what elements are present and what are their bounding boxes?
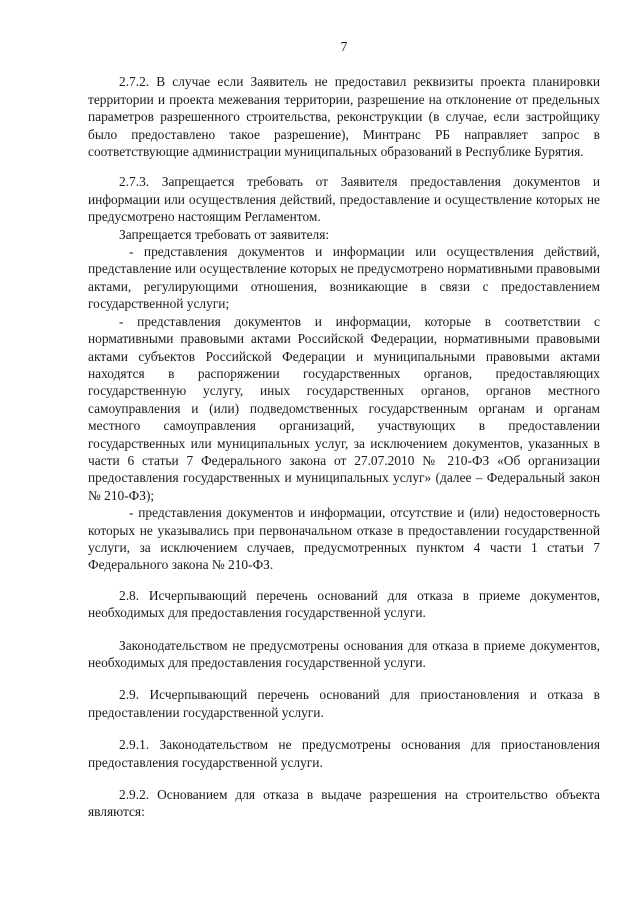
paragraph-no-grounds-refusal: Законодательством не предусмотрены основания для отказа в приеме документов, необходимых для предоставления государственной услуги. (88, 637, 600, 670)
list-item-documents-not-indicated: - представления документов и информации, отсутствие и (или) недостоверность которых не указывались при первоначальном отказе в предоставлении государственной услуги, за исключением случаев, предусмотренных пунктом 4 части 1 статьи 7 Федерального закона № 210-ФЗ. (88, 505, 600, 573)
list-item-documents-not-required: - представления документов и информации или осуществления действий, представление или осуществление которых не предусмотрено нормативными правовыми актами, регулирующими отношения, возникающие в связи с предоставлением государственной услуги; (88, 244, 600, 312)
paragraph-2-7-2: 2.7.2. В случае если Заявитель не предоставил реквизиты проекта планировки территории и проекта межевания территории, разрешение на отклонение от предельных параметров разрешенного строительства, реконструкции (в случае, если застройщику было предоставлено такое разрешение), Минтранс РБ направляет запрос в соответствующие администрации муниципальных образований в Республике Бурятия. (88, 74, 600, 160)
paragraph-prohibition-intro: Запрещается требовать от заявителя: (119, 226, 330, 242)
page-number: 7 (340, 39, 348, 54)
paragraph-2-8: 2.8. Исчерпывающий перечень оснований для отказа в приеме документов, необходимых для предоставления государственной услуги. (88, 587, 600, 621)
paragraph-2-9-1: 2.9.1. Законодательством не предусмотрены основания для приостановления предоставления государственной услуги. (88, 737, 600, 770)
list-item-documents-in-agencies: - представления документов и информации, которые в соответствии с нормативными правовыми актами Российской Федерации, нормативными правовыми актами субъектов Российской Федерации и муниципальными правовыми актами находятся в распоряжении государственных органов, предоставляющих государственную услугу, иных государственных органов, органов местного самоуправления и (или) подведомственных государственным органам и органам местного самоуправления организаций, участвующих в предоставлении государственных или муниципальных услуг, за исключением документов, указанных в части 6 статьи 7 Федерального закона от 27.07.2010 № 210-ФЗ «Об организации предоставления государственных и муниципальных услуг» (далее – Федеральный закон № 210-ФЗ); (88, 313, 600, 503)
paragraph-2-9: 2.9. Исчерпывающий перечень оснований для приостановления и отказа в предоставлении государственной услуги. (88, 687, 600, 720)
paragraph-2-9-2: 2.9.2. Основанием для отказа в выдаче разрешения на строительство объекта являются: (88, 787, 600, 820)
paragraph-2-7-3: 2.7.3. Запрещается требовать от Заявителя предоставления документов и информации или осуществления действий, предоставление и осуществление которых не предусмотрено настоящим Регламентом. (88, 174, 600, 225)
